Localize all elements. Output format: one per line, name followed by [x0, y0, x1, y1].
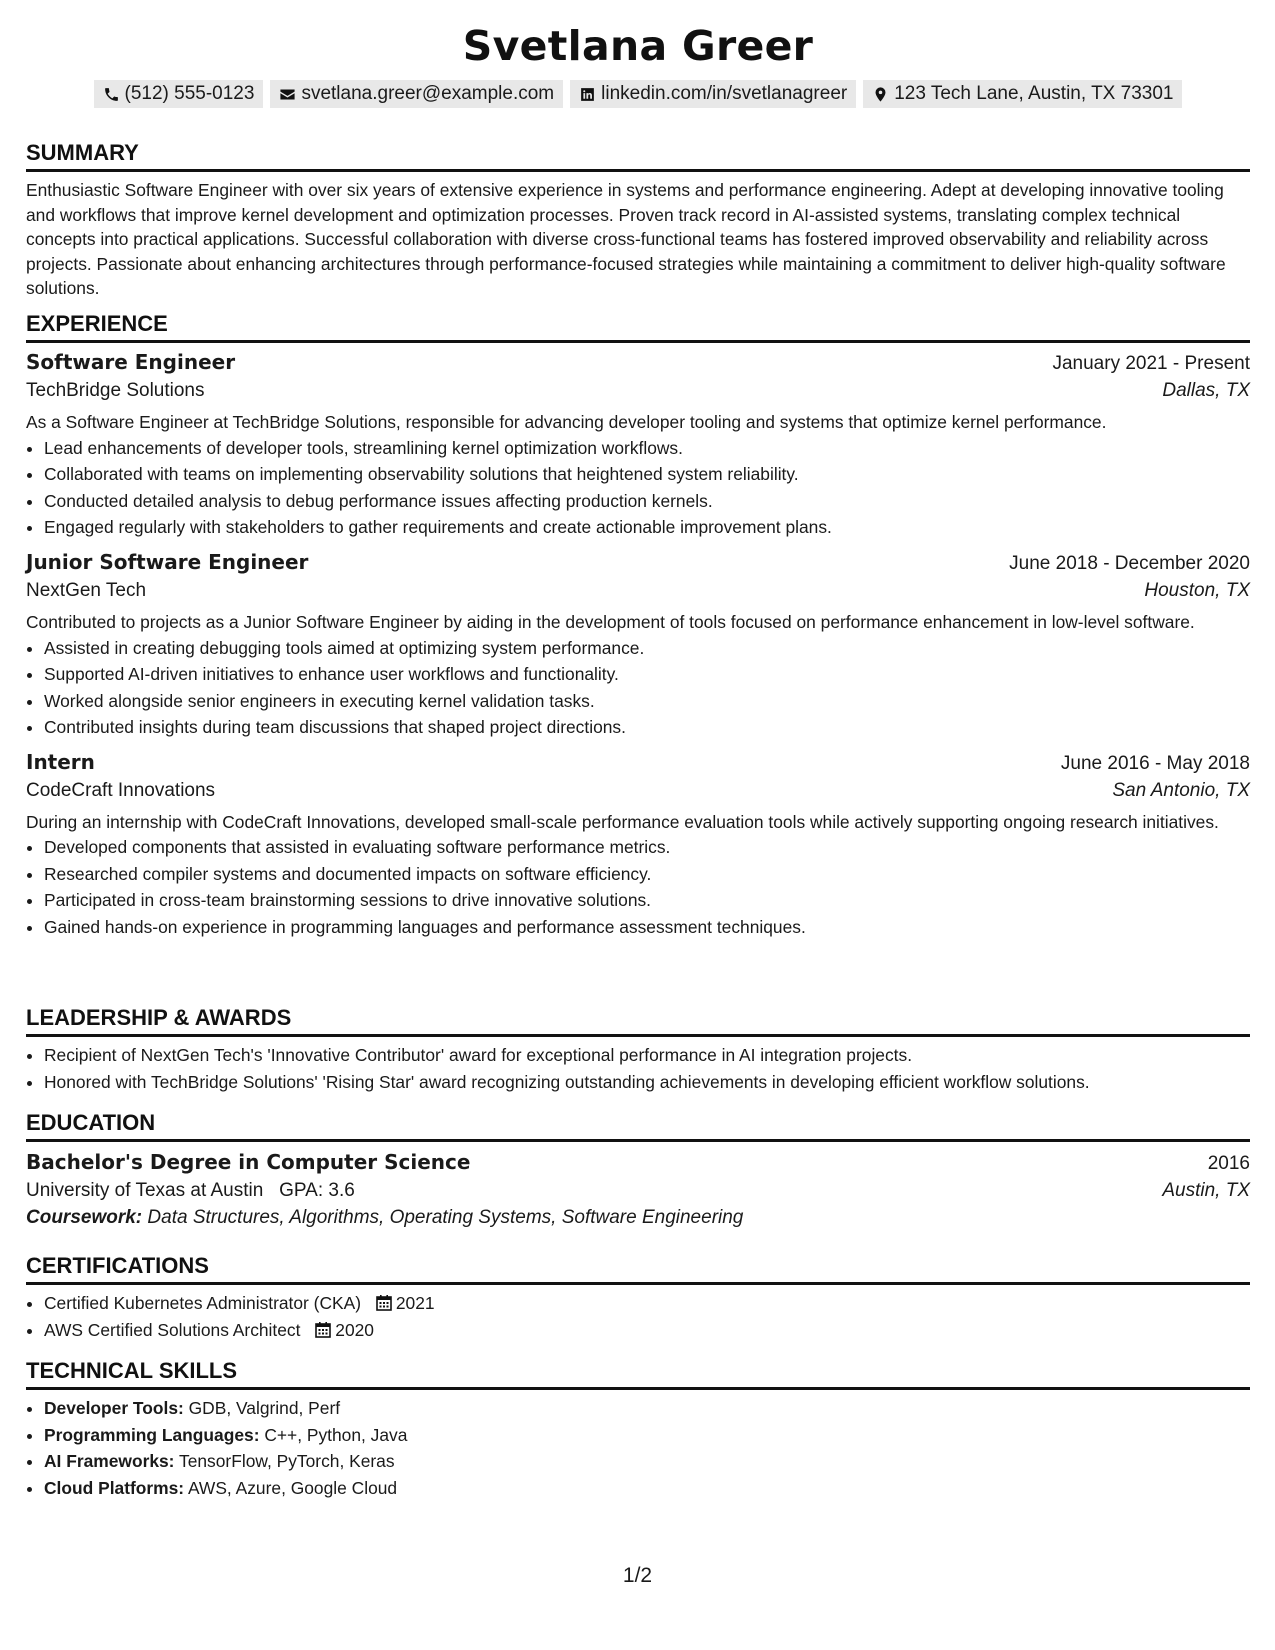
school-name: University of Texas at Austin — [26, 1180, 264, 1201]
contact-email-text: svetlana.greer@example.com — [301, 83, 555, 104]
job-title: Software Engineer — [26, 350, 236, 374]
certification-name: Certified Kubernetes Administrator (CKA) — [44, 1293, 362, 1313]
job-dates: January 2021 - Present — [1052, 353, 1250, 374]
job-company: NextGen Tech — [26, 579, 147, 601]
coursework-label: Coursework: — [26, 1207, 143, 1228]
list-item: • Contributed insights during team discussions that shaped project directions. — [44, 714, 1250, 741]
contact-address-text: 123 Tech Lane, Austin, TX 73301 — [894, 83, 1174, 104]
skills-list — [26, 1395, 1250, 1501]
skill-value: C++, Python, Java — [264, 1424, 408, 1445]
coursework-list: Data Structures, Algorithms, Operating Systems, Software Engineering — [147, 1207, 744, 1228]
contact-bar — [26, 80, 1250, 108]
contact-email[interactable] — [270, 80, 563, 108]
section-title: LEADERSHIP & AWARDS — [26, 1005, 292, 1030]
section-divider — [26, 1034, 1250, 1037]
contact-phone[interactable] — [94, 80, 264, 108]
list-item: • Worked alongside senior engineers in executing kernel validation tasks. — [44, 688, 1250, 715]
list-item — [44, 1317, 1250, 1344]
skill-label: Developer Tools: — [44, 1398, 184, 1418]
job-header — [26, 750, 1250, 775]
degree-title: Bachelor's Degree in Computer Science — [26, 1150, 471, 1174]
contact-linkedin-text: linkedin.com/in/svetlanagreer — [601, 83, 848, 104]
list-item: • Engaged regularly with stakeholders to gather requirements and create actionable improvement plans. — [44, 514, 1250, 541]
section-divider — [26, 340, 1250, 343]
job-subheader — [26, 780, 1250, 802]
job-entry — [26, 750, 1250, 941]
section-title: EDUCATION — [26, 1110, 156, 1135]
calendar-icon — [376, 1294, 392, 1311]
job-company: TechBridge Solutions — [26, 380, 205, 401]
linkedin-icon — [579, 86, 596, 103]
map-pin-icon — [872, 86, 889, 103]
list-item: • Lead enhancements of developer tools, streamlining kernel optimization workflows. — [44, 435, 1250, 462]
list-item: • Participated in cross-team brainstorming sessions to drive innovative solutions. — [44, 887, 1250, 914]
education-section — [26, 1110, 1250, 1229]
list-item: • Recipient of NextGen Tech's 'Innovative Contributor' award for exceptional performance in AI integration projects. — [44, 1042, 1250, 1069]
job-description: During an internship with CodeCraft Innovations, developed small-scale performance evaluation tools while actively supporting ongoing research initiatives. — [26, 811, 1219, 832]
job-subheader — [26, 580, 1250, 602]
certifications-section — [26, 1253, 1250, 1343]
certification-name: AWS Certified Solutions Architect — [44, 1319, 301, 1340]
skill-label: AI Frameworks: — [44, 1451, 175, 1471]
envelope-icon — [279, 86, 296, 103]
page-number: 1/2 — [622, 1564, 653, 1587]
job-dates: June 2016 - May 2018 — [1060, 752, 1250, 774]
certifications-list — [26, 1290, 1250, 1343]
section-title: CERTIFICATIONS — [26, 1253, 209, 1278]
list-item: • Researched compiler systems and documented impacts on software efficiency. — [44, 861, 1250, 888]
contact-address[interactable] — [863, 80, 1182, 108]
section-divider — [26, 1387, 1250, 1390]
skills-section — [26, 1358, 1250, 1501]
section-divider — [26, 1282, 1250, 1285]
skill-value: GDB, Valgrind, Perf — [188, 1398, 341, 1418]
job-description: As a Software Engineer at TechBridge Solutions, responsible for advancing developer tooling and systems that optimize kernel performance. — [26, 412, 1107, 432]
list-item: • Developed components that assisted in evaluating software performance metrics. — [44, 834, 1250, 861]
section-title: TECHNICAL SKILLS — [26, 1358, 238, 1383]
job-location: Houston, TX — [1144, 579, 1250, 601]
job-company: CodeCraft Innovations — [26, 779, 216, 801]
contact-phone-text: (512) 555-0123 — [124, 83, 255, 104]
awards-list — [26, 1042, 1250, 1095]
awards-section — [26, 1005, 1250, 1095]
job-entry — [26, 350, 1250, 541]
list-item — [44, 1475, 1250, 1502]
job-bullets — [26, 435, 1250, 541]
job-description: Contributed to projects as a Junior Software Engineer by aiding in the development of tools focused on performance enhancement in low-level software. — [26, 611, 1195, 632]
job-dates: June 2018 - December 2020 — [1009, 552, 1250, 574]
list-item: • Gained hands-on experience in programming languages and performance assessment techniques. — [44, 914, 1250, 941]
summary-text: Enthusiastic Software Engineer with over six years of extensive experience in systems and performance engineering. Adept at developing innovative tooling and workflows that improve kernel development and optimization processes. Proven track record in AI-assisted systems, translating complex technical concepts into practical applications. Successful collaboration with diverse cross-functional teams has fostered improved observability and reliability across projects. Passionate about enhancing architectures through performance-focused strategies while maintaining a commitment to deliver high-quality software solutions. — [26, 180, 1226, 299]
job-title: Intern — [26, 749, 95, 774]
certification-year: 2020 — [335, 1319, 374, 1340]
list-item: • Honored with TechBridge Solutions' 'Rising Star' award recognizing outstanding achievements in developing efficient workflow solutions. — [44, 1069, 1250, 1096]
section-divider — [26, 169, 1250, 172]
job-entry — [26, 550, 1250, 741]
section-divider — [26, 1139, 1250, 1142]
list-item: • Collaborated with teams on implementing observability solutions that heightened system reliability. — [44, 461, 1250, 488]
skill-label: Cloud Platforms: — [44, 1477, 185, 1498]
candidate-name: Svetlana Greer — [462, 22, 814, 70]
job-title: Junior Software Engineer — [26, 549, 309, 574]
job-bullets — [26, 834, 1250, 940]
calendar-icon — [315, 1321, 331, 1338]
job-header — [26, 550, 1250, 575]
list-item — [44, 1422, 1250, 1449]
job-location: San Antonio, TX — [1112, 779, 1250, 801]
list-item: • Conducted detailed analysis to debug performance issues affecting production kernels. — [44, 488, 1250, 515]
skill-label: Programming Languages: — [44, 1424, 260, 1445]
section-title: EXPERIENCE — [26, 311, 168, 336]
contact-linkedin[interactable] — [570, 80, 856, 108]
education-subheader — [26, 1180, 1250, 1202]
phone-icon — [103, 86, 120, 103]
education-header — [26, 1150, 1250, 1175]
skill-value: TensorFlow, PyTorch, Keras — [179, 1451, 395, 1471]
job-header — [26, 350, 1250, 375]
certification-year: 2021 — [395, 1293, 435, 1313]
experience-section — [26, 311, 1250, 940]
school-location: Austin, TX — [1162, 1180, 1250, 1201]
coursework — [26, 1207, 1250, 1229]
list-item: • Supported AI-driven initiatives to enhance user workflows and functionality. — [44, 661, 1250, 688]
list-item — [44, 1395, 1250, 1422]
skill-value: AWS, Azure, Google Cloud — [187, 1477, 398, 1498]
job-bullets — [26, 635, 1250, 741]
list-item: • Assisted in creating debugging tools aimed at optimizing system performance. — [44, 635, 1250, 662]
job-subheader — [26, 380, 1250, 402]
graduation-year: 2016 — [1207, 1153, 1250, 1174]
gpa: GPA: 3.6 — [279, 1180, 355, 1201]
school-line — [26, 1180, 355, 1202]
list-item — [44, 1290, 1250, 1317]
section-title: SUMMARY — [26, 140, 139, 165]
summary-section — [26, 140, 1250, 301]
job-location: Dallas, TX — [1162, 380, 1250, 401]
list-item — [44, 1448, 1250, 1475]
